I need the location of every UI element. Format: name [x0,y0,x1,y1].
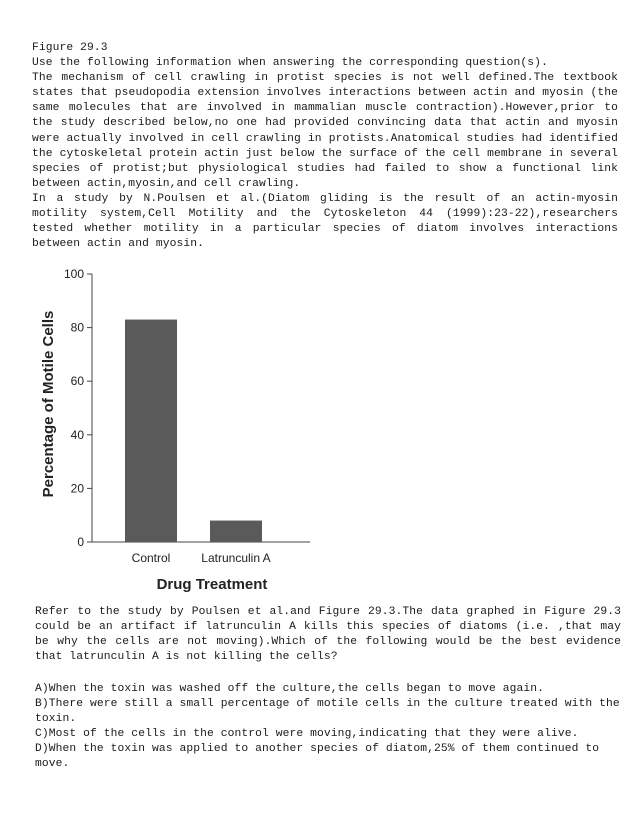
answer-choice-c: C)Most of the cells in the control were moving,indicating that they were alive. [35,728,579,741]
y-tick-label: 20 [70,481,84,496]
x-tick-label: Control [131,551,171,565]
y-tick-label: 60 [70,374,84,389]
answer-choice-d: D)When the toxin was applied to another species of diatom,25% of them continued to move. [35,743,600,771]
answer-choice-a: A)When the toxin was washed off the culture,the cells began to move again. [35,683,545,695]
y-tick-label: 80 [70,320,84,335]
figure-label: Figure 29.3 [32,42,108,54]
y-ticks [64,267,92,549]
answer-choices [35,682,621,773]
x-axis-title: Drug Treatment [156,576,268,593]
intro-text [32,41,618,252]
question-text: Refer to the study by Poulsen et al.and Figure 29.3.The data graphed in Figure 29.3 could be an artifact if latrunculin A kills this species of diatoms (i.e. ,that may be why the cells are not moving).Which of the following would be the best evidence that latrunculin A is not killing the cells? [35,606,621,664]
y-axis-title: Percentage of Motile Cells [40,310,57,498]
bar-control [125,320,177,542]
background-paragraph: The mechanism of cell crawling in protist species is not well defined.The textbook states that pseudopodia extension involves interactions between actin and myosin (the same molecules that are involved in mammalian muscle contraction).However,prior to the study described below,no one had provided convincing data that actin and myosin were actually involved in cell crawling in protists.Anatomical studies had identified the cytoskeletal protein actin just below the surface of the cell membrane in several species of protist;but physiological studies had failed to show a functional link between actin,myosin,and cell crawling. [32,72,618,190]
chart-svg [20,262,320,602]
bar-latrunculin-a [210,521,262,542]
y-tick-label: 0 [77,535,84,549]
study-paragraph: In a study by N.Poulsen et al.(Diatom gliding is the result of an actin-myosin motility system,Cell Motility and the Cytoskeleton 44 (1999):23-22),researchers tested whether motility in a particular species of diatom involves interactions between actin and myosin. [32,192,618,251]
bars [125,320,262,542]
x-tick-labels [132,551,271,565]
x-tick-label: Latrunculin A [201,551,271,565]
answer-choice-b: B)There were still a small percentage of motile cells in the culture treated with the toxin. [35,698,620,726]
instruction-text: Use the following information when answering the corresponding question(s). [32,57,548,70]
bar-chart [20,262,320,602]
y-tick-label: 40 [70,427,84,442]
y-tick-label: 100 [63,267,84,281]
question-block [35,605,621,665]
